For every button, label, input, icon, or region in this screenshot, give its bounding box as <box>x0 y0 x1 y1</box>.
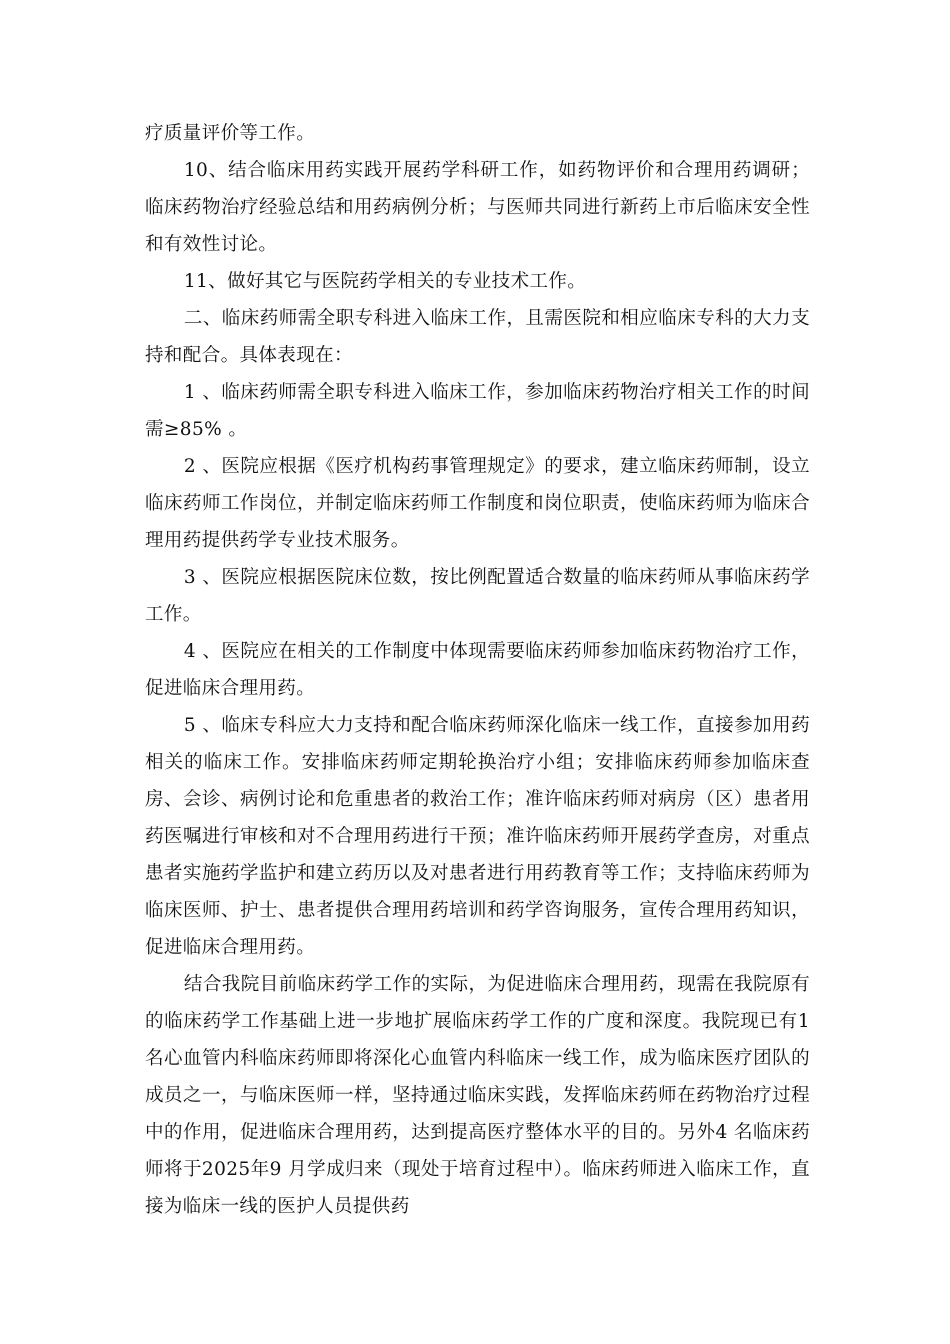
paragraph-section-2-item-4: 4 、医院应在相关的工作制度中体现需要临床药师参加临床药物治疗工作，促进临床合理用药。 <box>145 641 810 699</box>
paragraph-section-2-heading: 二、临床药师需全职专科进入临床工作，且需医院和相应临床专科的大力支持和配合。具体表现在： <box>145 308 810 366</box>
paragraph-summary: 结合我院目前临床药学工作的实际，为促进临床合理用药，现需在我院原有的临床药学工作基础上进一步地扩展临床药学工作的广度和深度。我院现已有1 名心血管内科临床药师即将深化心血管内科临床一线工作，成为临床医疗团队的成员之一，与临床医师一样，坚持通过临床实践，发挥临床药师在药物治疗过程中的作用，促进临床合理用药，达到提高医疗整体水平的目的。另外4 名临床药师将于2025年9 月学成归来（现处于培育过程中）。临床药师进入临床工作，直接为临床一线的医护人员提供药 <box>145 974 810 1217</box>
paragraph-item-11: 11、做好其它与医院药学相关的专业技术工作。 <box>183 271 587 292</box>
paragraph-item-10: 10、结合临床用药实践开展药学科研工作，如药物评价和合理用药调研；临床药物治疗经验总结和用药病例分析；与医师共同进行新药上市后临床安全性和有效性讨论。 <box>145 160 810 255</box>
paragraph-section-2-item-3: 3 、医院应根据医院床位数，按比例配置适合数量的临床药师从事临床药学工作。 <box>145 567 810 625</box>
paragraph-section-2-item-5: 5 、临床专科应大力支持和配合临床药师深化临床一线工作，直接参加用药相关的临床工作。安排临床药师定期轮换治疗小组；安排临床药师参加临床查房、会诊、病例讨论和危重患者的救治工作；准许临床药师对病房（区）患者用药医嘱进行审核和对不合理用药进行干预；准许临床药师开展药学查房，对重点患者实施药学监护和建立药历以及对患者进行用药教育等工作；支持临床药师为临床医师、护士、患者提供合理用药培训和药学咨询服务，宣传合理用药知识，促进临床合理用药。 <box>145 715 810 958</box>
paragraph-section-2-item-1: 1 、临床药师需全职专科进入临床工作，参加临床药物治疗相关工作的时间需≥85% 。 <box>145 382 810 440</box>
paragraph-continuation: 疗质量评价等工作。 <box>145 123 316 144</box>
document-body <box>145 115 810 1225</box>
paragraph-section-2-item-2: 2 、医院应根据《医疗机构药事管理规定》的要求，建立临床药师制，设立临床药师工作岗位，并制定临床药师工作制度和岗位职责，使临床药师为临床合理用药提供药学专业技术服务。 <box>145 456 810 551</box>
